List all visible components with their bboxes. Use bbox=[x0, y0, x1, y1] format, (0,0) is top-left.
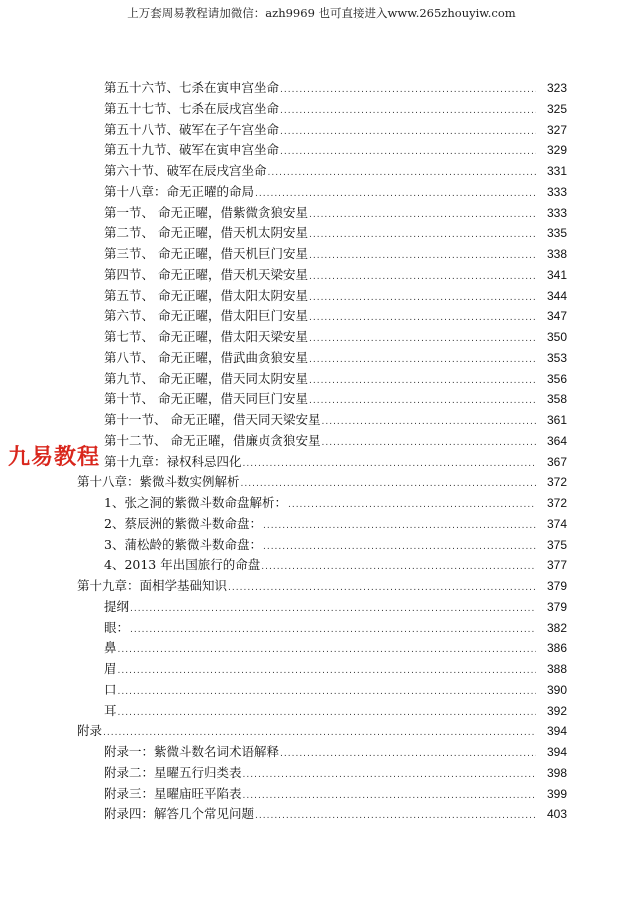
toc-entry-title: 附录四：解答几个常见问题 bbox=[104, 806, 255, 822]
toc-entry-page-number: 325 bbox=[546, 101, 567, 116]
toc-entry-page-number: 333 bbox=[546, 205, 567, 220]
toc-entry-page-number: 367 bbox=[546, 454, 567, 469]
toc-entry-title: 第五十八节、破军在子午宫坐命 bbox=[104, 121, 280, 137]
toc-entry-title: 第八节、 命无正曜，借武曲贪狼安星 bbox=[104, 349, 308, 365]
toc-entry[interactable] bbox=[0, 389, 643, 410]
page-header: 上万套周易教程请加微信：azh9969 也可直接进入www.265zhouyiw.com bbox=[127, 6, 516, 20]
toc-dot-leader bbox=[280, 80, 536, 99]
toc-entry-title: 第六节、 命无正曜，借太阳巨门安星 bbox=[104, 308, 308, 324]
toc-entry-page-number: 399 bbox=[546, 786, 567, 801]
toc-entry[interactable] bbox=[0, 514, 643, 535]
toc-entry-title: 第五十七节、七杀在辰戌宫坐命 bbox=[104, 100, 280, 116]
toc-entry[interactable] bbox=[0, 99, 643, 120]
toc-dot-leader bbox=[118, 703, 536, 722]
toc-entry-title: 1、张之洞的紫微斗数命盘解析： bbox=[104, 495, 287, 510]
toc-dot-leader bbox=[309, 205, 536, 224]
toc-entry-title: 第十八章：命无正曜的命局 bbox=[104, 183, 255, 199]
toc-entry[interactable] bbox=[0, 327, 643, 348]
toc-entry[interactable] bbox=[0, 618, 643, 639]
toc-entry-title: 2、蔡辰洲的紫微斗数命盘： bbox=[104, 515, 262, 531]
toc-entry[interactable] bbox=[0, 472, 643, 493]
toc-dot-leader bbox=[228, 578, 536, 597]
toc-entry-page-number: 333 bbox=[546, 184, 567, 199]
toc-dot-leader bbox=[309, 288, 536, 307]
toc-entry[interactable] bbox=[0, 203, 643, 224]
toc-entry-title: 第十八章：紫微斗数实例解析 bbox=[77, 474, 240, 490]
toc-entry-page-number: 361 bbox=[546, 413, 567, 427]
toc-entry[interactable] bbox=[0, 597, 643, 618]
toc-entry-title: 鼻 bbox=[104, 640, 117, 656]
toc-dot-leader bbox=[309, 267, 536, 286]
toc-dot-leader bbox=[309, 350, 536, 369]
toc-entry[interactable] bbox=[0, 265, 643, 286]
toc-entry-page-number: 374 bbox=[546, 516, 567, 531]
toc-entry[interactable] bbox=[0, 369, 643, 390]
toc-entry-page-number: 372 bbox=[546, 475, 567, 490]
toc-entry[interactable] bbox=[0, 638, 643, 659]
toc-entry[interactable] bbox=[0, 348, 643, 369]
toc-entry[interactable] bbox=[0, 182, 643, 203]
toc-entry-title: 第五十九节、破军在寅申宫坐命 bbox=[104, 142, 280, 158]
toc-dot-leader bbox=[261, 557, 536, 576]
toc-entry-page-number: 382 bbox=[546, 620, 567, 635]
toc-entry-page-number: 329 bbox=[546, 143, 567, 158]
toc-entry-page-number: 386 bbox=[546, 641, 567, 656]
toc-dot-leader bbox=[321, 433, 536, 452]
toc-entry[interactable] bbox=[0, 410, 643, 431]
toc-dot-leader bbox=[321, 412, 536, 431]
toc-entry[interactable] bbox=[0, 721, 643, 742]
toc-entry-title: 附录 bbox=[77, 723, 103, 739]
toc-dot-leader bbox=[309, 371, 536, 390]
toc-entry-title: 附录二：星曜五行归类表 bbox=[104, 764, 242, 780]
toc-dot-leader bbox=[280, 122, 536, 141]
toc-entry-title: 第七节、 命无正曜，借太阳天梁安星 bbox=[104, 329, 308, 344]
toc-entry[interactable] bbox=[0, 493, 643, 514]
toc-dot-leader bbox=[130, 620, 536, 639]
toc-entry[interactable] bbox=[0, 223, 643, 244]
toc-entry-title: 3、蒲松龄的紫微斗数命盘： bbox=[104, 536, 262, 552]
toc-dot-leader bbox=[243, 454, 536, 473]
toc-dot-leader bbox=[243, 786, 536, 805]
toc-dot-leader bbox=[118, 682, 536, 701]
toc-dot-leader bbox=[280, 101, 536, 120]
toc-dot-leader bbox=[118, 640, 536, 659]
toc-entry-title: 第十一节、 命无正曜，借天同天梁安星 bbox=[104, 412, 321, 427]
toc-dot-leader bbox=[263, 537, 536, 556]
toc-entry[interactable] bbox=[0, 535, 643, 556]
toc-entry-title: 眉 bbox=[104, 661, 117, 676]
toc-entry-title: 口 bbox=[104, 681, 117, 697]
toc-entry[interactable] bbox=[0, 701, 643, 722]
toc-dot-leader bbox=[309, 246, 536, 265]
toc-entry-title: 第四节、 命无正曜，借天机天梁安星 bbox=[104, 266, 308, 282]
toc-entry-page-number: 377 bbox=[546, 558, 567, 573]
toc-entry-page-number: 398 bbox=[546, 765, 567, 780]
toc-entry-page-number: 350 bbox=[546, 330, 567, 344]
toc-entry[interactable] bbox=[0, 306, 643, 327]
toc-entry-page-number: 327 bbox=[546, 122, 567, 137]
toc-entry-page-number: 338 bbox=[546, 247, 567, 261]
toc-entry-title: 第十九章：禄权科忌四化 bbox=[104, 453, 242, 469]
toc-entry[interactable] bbox=[0, 804, 643, 825]
toc-entry-title: 附录一：紫微斗数名词术语解释 bbox=[104, 744, 280, 759]
toc-entry-page-number: 353 bbox=[546, 350, 567, 365]
toc-dot-leader bbox=[255, 806, 536, 825]
toc-entry[interactable] bbox=[0, 763, 643, 784]
toc-entry-title: 4、2013 年出国旅行的命盘 bbox=[104, 557, 261, 573]
toc-entry-title: 第五十六节、七杀在寅申宫坐命 bbox=[104, 80, 280, 95]
toc-dot-leader bbox=[309, 308, 536, 327]
toc-dot-leader bbox=[288, 495, 536, 514]
toc-entry[interactable] bbox=[0, 680, 643, 701]
toc-entry-title: 第十节、 命无正曜，借天同巨门安星 bbox=[104, 391, 308, 407]
toc-dot-leader bbox=[243, 765, 536, 784]
toc-entry-page-number: 379 bbox=[546, 579, 567, 593]
watermark-logo: 九易教程 bbox=[8, 445, 101, 470]
toc-entry-title: 第十九章：面相学基础知识 bbox=[77, 578, 228, 593]
toc-entry-page-number: 331 bbox=[546, 164, 567, 178]
toc-dot-leader bbox=[309, 225, 536, 244]
toc-entry[interactable] bbox=[0, 286, 643, 307]
toc-entry-title: 附录三：星曜庙旺平陷表 bbox=[104, 785, 242, 801]
toc-entry-page-number: 341 bbox=[546, 267, 567, 282]
toc-entry-page-number: 356 bbox=[546, 371, 567, 386]
toc-dot-leader bbox=[309, 391, 536, 410]
toc-entry-page-number: 392 bbox=[546, 703, 567, 718]
toc-entry[interactable] bbox=[0, 576, 643, 597]
toc-entry-title: 第六十节、破军在辰戌宫坐命 bbox=[104, 163, 267, 178]
toc-entry-page-number: 394 bbox=[546, 745, 567, 759]
toc-entry[interactable] bbox=[0, 140, 643, 161]
toc-entry-page-number: 379 bbox=[546, 599, 567, 614]
toc-dot-leader bbox=[255, 184, 536, 203]
toc-dot-leader bbox=[280, 142, 536, 161]
toc-entry-page-number: 403 bbox=[546, 807, 567, 822]
toc-entry[interactable] bbox=[0, 742, 643, 763]
toc-entry-page-number: 344 bbox=[546, 288, 567, 303]
toc-entry[interactable] bbox=[0, 659, 643, 680]
toc-entry[interactable] bbox=[0, 784, 643, 805]
toc-dot-leader bbox=[241, 474, 536, 493]
toc-entry-title: 耳 bbox=[104, 702, 117, 718]
toc-entry-title: 第五节、 命无正曜，借太阳太阴安星 bbox=[104, 287, 308, 303]
toc-entry-title: 第三节、 命无正曜，借天机巨门安星 bbox=[104, 246, 308, 261]
toc-entry-page-number: 390 bbox=[546, 682, 567, 697]
toc-dot-leader bbox=[309, 329, 536, 348]
toc-entry-title: 第十二节、 命无正曜，借廉贞贪狼安星 bbox=[104, 432, 321, 448]
toc-dot-leader bbox=[103, 723, 536, 742]
toc-entry-page-number: 388 bbox=[546, 662, 567, 676]
toc-entry-title: 第二节、 命无正曜，借天机太阴安星 bbox=[104, 225, 308, 241]
toc-entry-page-number: 394 bbox=[546, 724, 567, 739]
toc-entry-page-number: 372 bbox=[546, 496, 567, 510]
toc-entry-title: 眼： bbox=[104, 619, 130, 635]
toc-dot-leader bbox=[280, 744, 536, 763]
toc-entry[interactable] bbox=[0, 78, 643, 99]
toc-entry-title: 第九节、 命无正曜，借天同太阴安星 bbox=[104, 370, 308, 386]
toc-dot-leader bbox=[263, 516, 536, 535]
toc-entry-page-number: 347 bbox=[546, 309, 567, 324]
toc-dot-leader bbox=[130, 599, 536, 618]
toc-dot-leader bbox=[118, 661, 536, 680]
toc-entry[interactable] bbox=[0, 555, 643, 576]
toc-dot-leader bbox=[268, 163, 536, 182]
toc-entry-page-number: 323 bbox=[546, 81, 567, 95]
toc-entry-page-number: 375 bbox=[546, 537, 567, 552]
toc-entry-page-number: 364 bbox=[546, 433, 567, 448]
toc-entry[interactable] bbox=[0, 161, 643, 182]
toc-entry[interactable] bbox=[0, 244, 643, 265]
toc-entry[interactable] bbox=[0, 120, 643, 141]
toc-entry-title: 第一节、 命无正曜，借紫微贪狼安星 bbox=[104, 204, 308, 220]
toc-entry-title: 提纲 bbox=[104, 598, 130, 614]
toc-entry-page-number: 358 bbox=[546, 392, 567, 407]
toc-entry-page-number: 335 bbox=[546, 226, 567, 241]
